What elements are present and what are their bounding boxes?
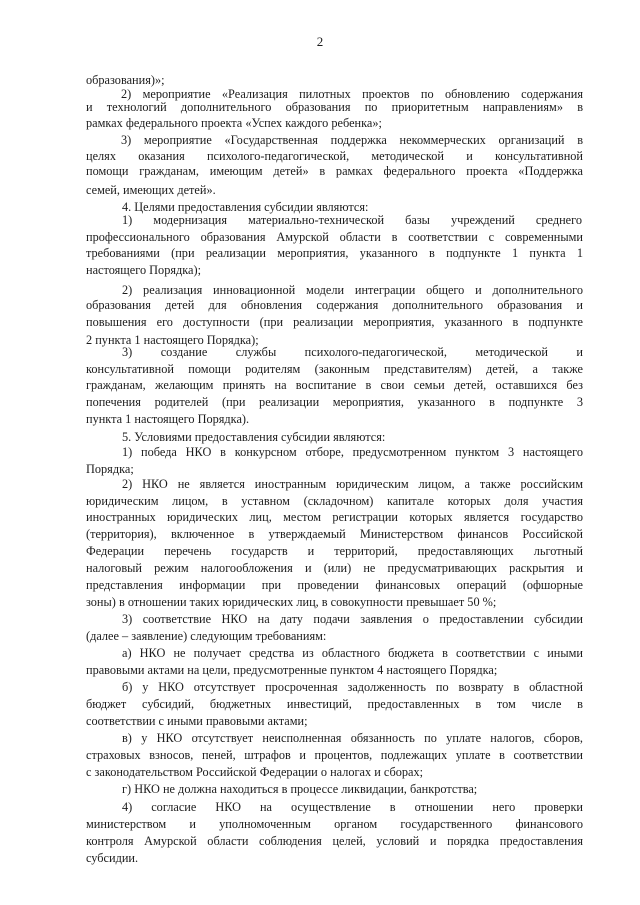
text-line: требованиями (при реализации мероприятия, указанного в подпункте 1 пункта 1: [86, 246, 583, 260]
text-line: (далее – заявление) следующим требованиям:: [86, 629, 327, 643]
text-line: рамках федерального проекта «Успех каждого ребенка»;: [86, 116, 382, 130]
text-line: профессионального образования Амурской области в соответствии с современными: [86, 230, 583, 244]
text-line: министерством и уполномоченным органом государственного финансового: [86, 817, 583, 831]
text-line: Порядка;: [86, 462, 134, 476]
text-line: 2) реализация инновационной модели интеграции общего и дополнительного: [122, 283, 583, 297]
text-line: консультативной помощи родителям (законным представителям) детей, а также: [86, 362, 583, 376]
text-line: контроля Амурской области соблюдения целей, условий и порядка предоставления: [86, 834, 583, 848]
text-line: гражданам, желающим принять на воспитание в свои семьи детей, оставшихся без: [86, 378, 583, 392]
text-line: юридическим лицом, в уставном (складочном) капитале которых доля участия: [86, 494, 583, 508]
text-line: 2) НКО не является иностранным юридическим лицом, а также российским: [122, 477, 583, 491]
text-line: 3) создание службы психолого-педагогической, методической и: [122, 345, 583, 359]
text-line: семей, имеющих детей».: [86, 183, 216, 197]
text-line: (территория), включенное в утверждаемый Министерством финансов Российской: [86, 527, 583, 541]
text-line: образования детей для обновления содержания дополнительного образования и: [86, 298, 583, 312]
text-line: субсидии.: [86, 851, 139, 865]
text-line: правовыми актами на цели, предусмотренные пунктом 4 настоящего Порядка;: [86, 663, 498, 677]
text-line: зоны) в отношении таких юридических лиц, в совокупности превышает 50 %;: [86, 595, 497, 609]
text-line: и технологий дополнительного образования по приоритетным направлениям» в: [86, 100, 583, 114]
text-line: налоговый режим налогообложения и (или) не предусматривающих раскрытия и: [86, 561, 583, 575]
text-line: образования)»;: [86, 73, 165, 87]
text-line: 2) мероприятие «Реализация пилотных проектов по обновлению содержания: [121, 87, 583, 101]
text-line: в) у НКО отсутствует неисполненная обязанность по уплате налогов, сборов,: [122, 731, 583, 745]
text-line: б) у НКО отсутствует просроченная задолженность по возврату в областной: [122, 680, 583, 694]
text-line: целях оказания психолого-педагогической, методической и консультативной: [86, 149, 583, 163]
text-line: бюджет субсидий, бюджетных инвестиций, предоставленных в том числе в: [86, 697, 583, 711]
text-line: 5. Условиями предоставления субсидии являются:: [122, 430, 386, 444]
text-line: а) НКО не получает средства из областного бюджета в соответствии с иными: [122, 646, 583, 660]
text-line: 4. Целями предоставления субсидии являются:: [122, 200, 369, 214]
text-line: иностранных юридических лиц, местом регистрации которых является государство: [86, 510, 583, 524]
text-line: 3) мероприятие «Государственная поддержка некоммерческих организаций в: [121, 133, 583, 147]
text-line: Федерации перечень государств и территорий, предоставляющих льготный: [86, 544, 583, 558]
page-number: 2: [316, 34, 324, 49]
text-line: 1) модернизация материально-технической базы учреждений среднего: [122, 213, 582, 227]
text-line: настоящего Порядка);: [86, 263, 202, 277]
text-line: страховых взносов, пеней, штрафов и процентов, подлежащих уплате в соответствии: [86, 748, 583, 762]
text-line: 4) согласие НКО на осуществление в отношении него проверки: [122, 800, 583, 814]
text-line: помощи гражданам, имеющим детей» в рамках федерального проекта «Поддержка: [86, 164, 583, 178]
text-line: с законодательством Российской Федерации о налогах и сборах;: [86, 765, 424, 779]
text-line: повышения его доступности (при реализации мероприятия, указанного в подпункте: [86, 315, 583, 329]
text-line: г) НКО не должна находиться в процессе ликвидации, банкротства;: [122, 782, 478, 796]
text-line: 3) соответствие НКО на дату подачи заявления о предоставлении субсидии: [122, 612, 583, 626]
text-line: пункта 1 настоящего Порядка).: [86, 412, 250, 426]
text-line: 2 пункта 1 настоящего Порядка);: [86, 333, 259, 347]
text-line: представления информации при проведении финансовых операций (офшорные: [86, 578, 583, 592]
text-line: 1) победа НКО в конкурсном отборе, предусмотренном пунктом 3 настоящего: [122, 445, 583, 459]
text-line: соответствии с иными правовыми актами;: [86, 714, 308, 728]
text-line: попечения родителей (при реализации мероприятия, указанного в подпункте 3: [86, 395, 583, 409]
